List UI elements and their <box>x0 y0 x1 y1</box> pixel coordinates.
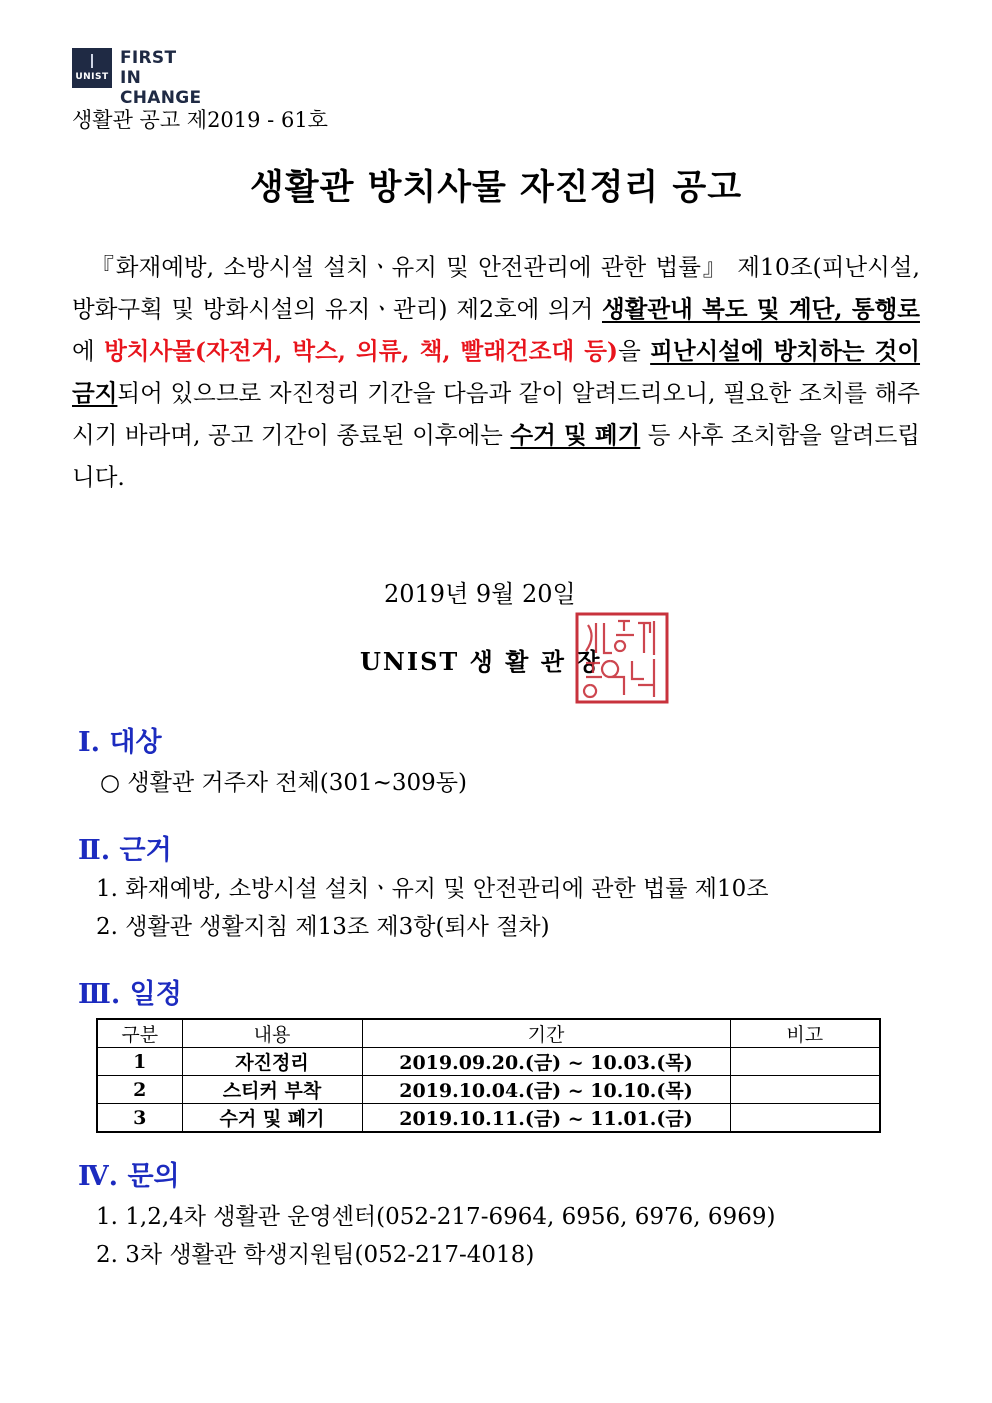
row-period: 2019.09.20.(금) ~ 10.03.(목) <box>362 1048 730 1076</box>
schedule-header-row <box>97 1019 880 1048</box>
body-text-4: 되어 있으므로 자진정리 기간을 다음과 같이 알려드리오니, 필요한 조치를 해주시기 바라며, 공고 기간이 종료된 이후에는 <box>72 379 920 449</box>
section-heading-target: Ⅰ. 대상 <box>78 727 162 758</box>
row-note <box>730 1048 880 1076</box>
body-text-5: 등 사후 조치함을 알려드립니다. <box>72 421 920 491</box>
body-text-3: 을 <box>618 337 651 365</box>
header-period: 기간 <box>362 1019 730 1048</box>
basis-item-2: 2. 생활관 생활지침 제13조 제3항(퇴사 절차) <box>96 914 550 940</box>
table-row <box>97 1048 880 1076</box>
schedule-table <box>96 1018 881 1133</box>
logo-mark-text: UNIST <box>75 72 109 82</box>
body-emphasis-location: 생활관내 복도 및 계단, 통행로 <box>601 295 920 323</box>
notice-date: 2019년 9월 20일 <box>384 580 576 608</box>
slogan-line-1: FIRST IN <box>120 48 177 88</box>
page-title: 생활관 방치사물 자진정리 공고 <box>249 167 743 208</box>
header-note: 비고 <box>730 1019 880 1048</box>
row-note <box>730 1076 880 1104</box>
section-heading-schedule: Ⅲ. 일정 <box>78 979 182 1010</box>
body-emphasis-prohibition: 피난시설에 방치하는 것이 금지 <box>72 337 921 407</box>
body-text-1: 『화재예방, 소방시설 설치ㆍ유지 및 안전관리에 관한 법률』 제10조(피난시설, 방화구획 및 방화시설의 유지ㆍ관리) 제2호에 의거 <box>72 253 920 323</box>
unist-logo-mark <box>72 48 112 88</box>
row-number: 1 <box>97 1048 182 1076</box>
body-text-2: 에 <box>72 337 105 365</box>
row-content: 스티커 부착 <box>182 1076 362 1104</box>
header-content: 내용 <box>182 1019 362 1048</box>
logo-slogan <box>120 48 202 108</box>
issuer: UNIST 생 활 관 장 <box>360 647 602 676</box>
header-category: 구분 <box>97 1019 182 1048</box>
table-row <box>97 1076 880 1104</box>
row-number: 3 <box>97 1104 182 1133</box>
row-content: 자진정리 <box>182 1048 362 1076</box>
official-seal <box>574 611 670 705</box>
document-number: 생활관 공고 제2019 - 61호 <box>72 108 328 132</box>
inquiry-item-1: 1. 1,2,4차 생활관 운영센터(052-217-6964, 6956, 6976, 6969) <box>96 1204 776 1230</box>
inquiry-item-2: 2. 3차 생활관 학생지원팀(052-217-4018) <box>96 1242 535 1268</box>
table-row <box>97 1104 880 1133</box>
basis-item-1: 1. 화재예방, 소방시설 설치ㆍ유지 및 안전관리에 관한 법률 제10조 <box>96 876 769 902</box>
row-number: 2 <box>97 1076 182 1104</box>
notice-body <box>72 246 920 498</box>
body-emphasis-disposal: 수거 및 폐기 <box>510 421 641 449</box>
target-item: ○ 생활관 거주자 전체(301~309동) <box>100 770 467 796</box>
section-heading-inquiry: Ⅳ. 문의 <box>78 1161 180 1192</box>
row-note <box>730 1104 880 1133</box>
body-emphasis-items: 방치사물(자전거, 박스, 의류, 책, 빨래건조대 등) <box>104 337 619 365</box>
unist-logo <box>72 48 202 108</box>
row-period: 2019.10.04.(금) ~ 10.10.(목) <box>362 1076 730 1104</box>
row-period: 2019.10.11.(금) ~ 11.01.(금) <box>362 1104 730 1133</box>
slogan-line-2: CHANGE <box>120 88 202 108</box>
section-heading-basis: Ⅱ. 근거 <box>78 835 172 866</box>
row-content: 수거 및 폐기 <box>182 1104 362 1133</box>
